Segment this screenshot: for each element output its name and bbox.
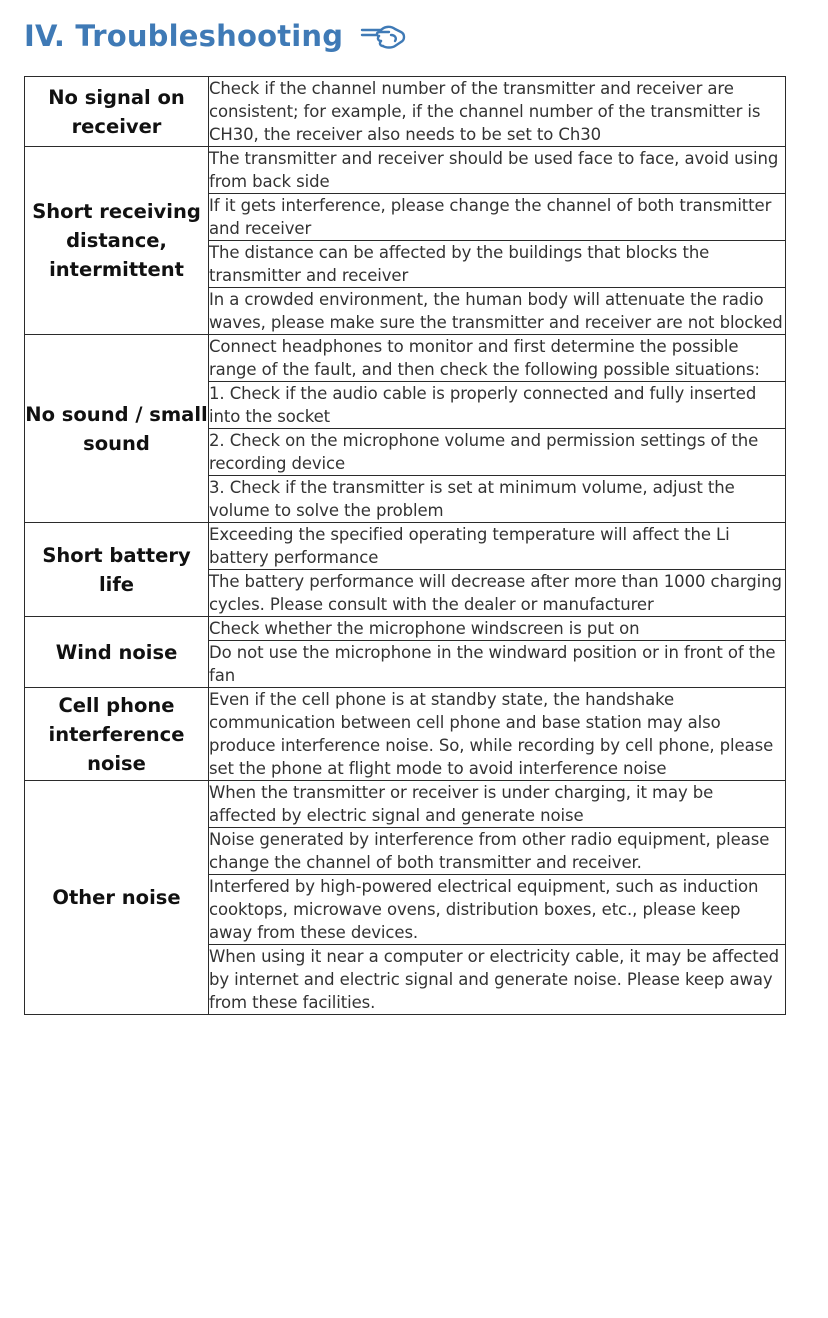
solution-cell: Do not use the microphone in the windward position or in front of the fan	[209, 641, 786, 688]
problem-category: Short battery life	[25, 523, 209, 617]
solution-cell: Check whether the microphone windscreen is put on	[209, 617, 786, 641]
table-row	[25, 781, 786, 828]
solution-cell: The distance can be affected by the buildings that blocks the transmitter and receiver	[209, 241, 786, 288]
solution-cell: The battery performance will decrease after more than 1000 charging cycles. Please consult with the dealer or manufacturer	[209, 570, 786, 617]
solution-cell: Check if the channel number of the transmitter and receiver are consistent; for example, if the channel number of the transmitter is CH30, the receiver also needs to be set to Ch30	[209, 77, 786, 147]
troubleshooting-table	[24, 76, 786, 1015]
problem-category: Other noise	[25, 781, 209, 1015]
solution-cell: Connect headphones to monitor and first determine the possible range of the fault, and then check the following possible situations:	[209, 335, 786, 382]
pointing-hand-icon	[359, 22, 407, 50]
table-row	[25, 147, 786, 194]
solution-cell: If it gets interference, please change the channel of both transmitter and receiver	[209, 194, 786, 241]
problem-category: No sound / small sound	[25, 335, 209, 523]
solution-cell: 2. Check on the microphone volume and permission settings of the recording device	[209, 429, 786, 476]
page-heading	[24, 14, 407, 58]
table-row	[25, 617, 786, 641]
solution-cell: When the transmitter or receiver is under charging, it may be affected by electric signal and generate noise	[209, 781, 786, 828]
table-row	[25, 77, 786, 147]
solution-cell: The transmitter and receiver should be used face to face, avoid using from back side	[209, 147, 786, 194]
problem-category: Short receiving distance, intermittent	[25, 147, 209, 335]
solution-cell: When using it near a computer or electricity cable, it may be affected by internet and electric signal and generate noise. Please keep away from these facilities.	[209, 945, 786, 1015]
solution-cell: Noise generated by interference from other radio equipment, please change the channel of both transmitter and receiver.	[209, 828, 786, 875]
table-row	[25, 523, 786, 570]
solution-cell: Even if the cell phone is at standby state, the handshake communication between cell phone and base station may also produce interference noise. So, while recording by cell phone, please set the phone at flight mode to avoid interference noise	[209, 688, 786, 781]
solution-cell: 3. Check if the transmitter is set at minimum volume, adjust the volume to solve the problem	[209, 476, 786, 523]
problem-category: Cell phone interference noise	[25, 688, 209, 781]
page-title: IV. Troubleshooting	[24, 19, 344, 53]
table-row	[25, 688, 786, 781]
solution-cell: Interfered by high-powered electrical equipment, such as induction cooktops, microwave ovens, distribution boxes, etc., please keep away from these devices.	[209, 875, 786, 945]
problem-category: No signal on receiver	[25, 77, 209, 147]
solution-cell: 1. Check if the audio cable is properly connected and fully inserted into the socket	[209, 382, 786, 429]
table-row	[25, 335, 786, 382]
problem-category: Wind noise	[25, 617, 209, 688]
solution-cell: Exceeding the specified operating temperature will affect the Li battery performance	[209, 523, 786, 570]
solution-cell: In a crowded environment, the human body will attenuate the radio waves, please make sure the transmitter and receiver are not blocked	[209, 288, 786, 335]
